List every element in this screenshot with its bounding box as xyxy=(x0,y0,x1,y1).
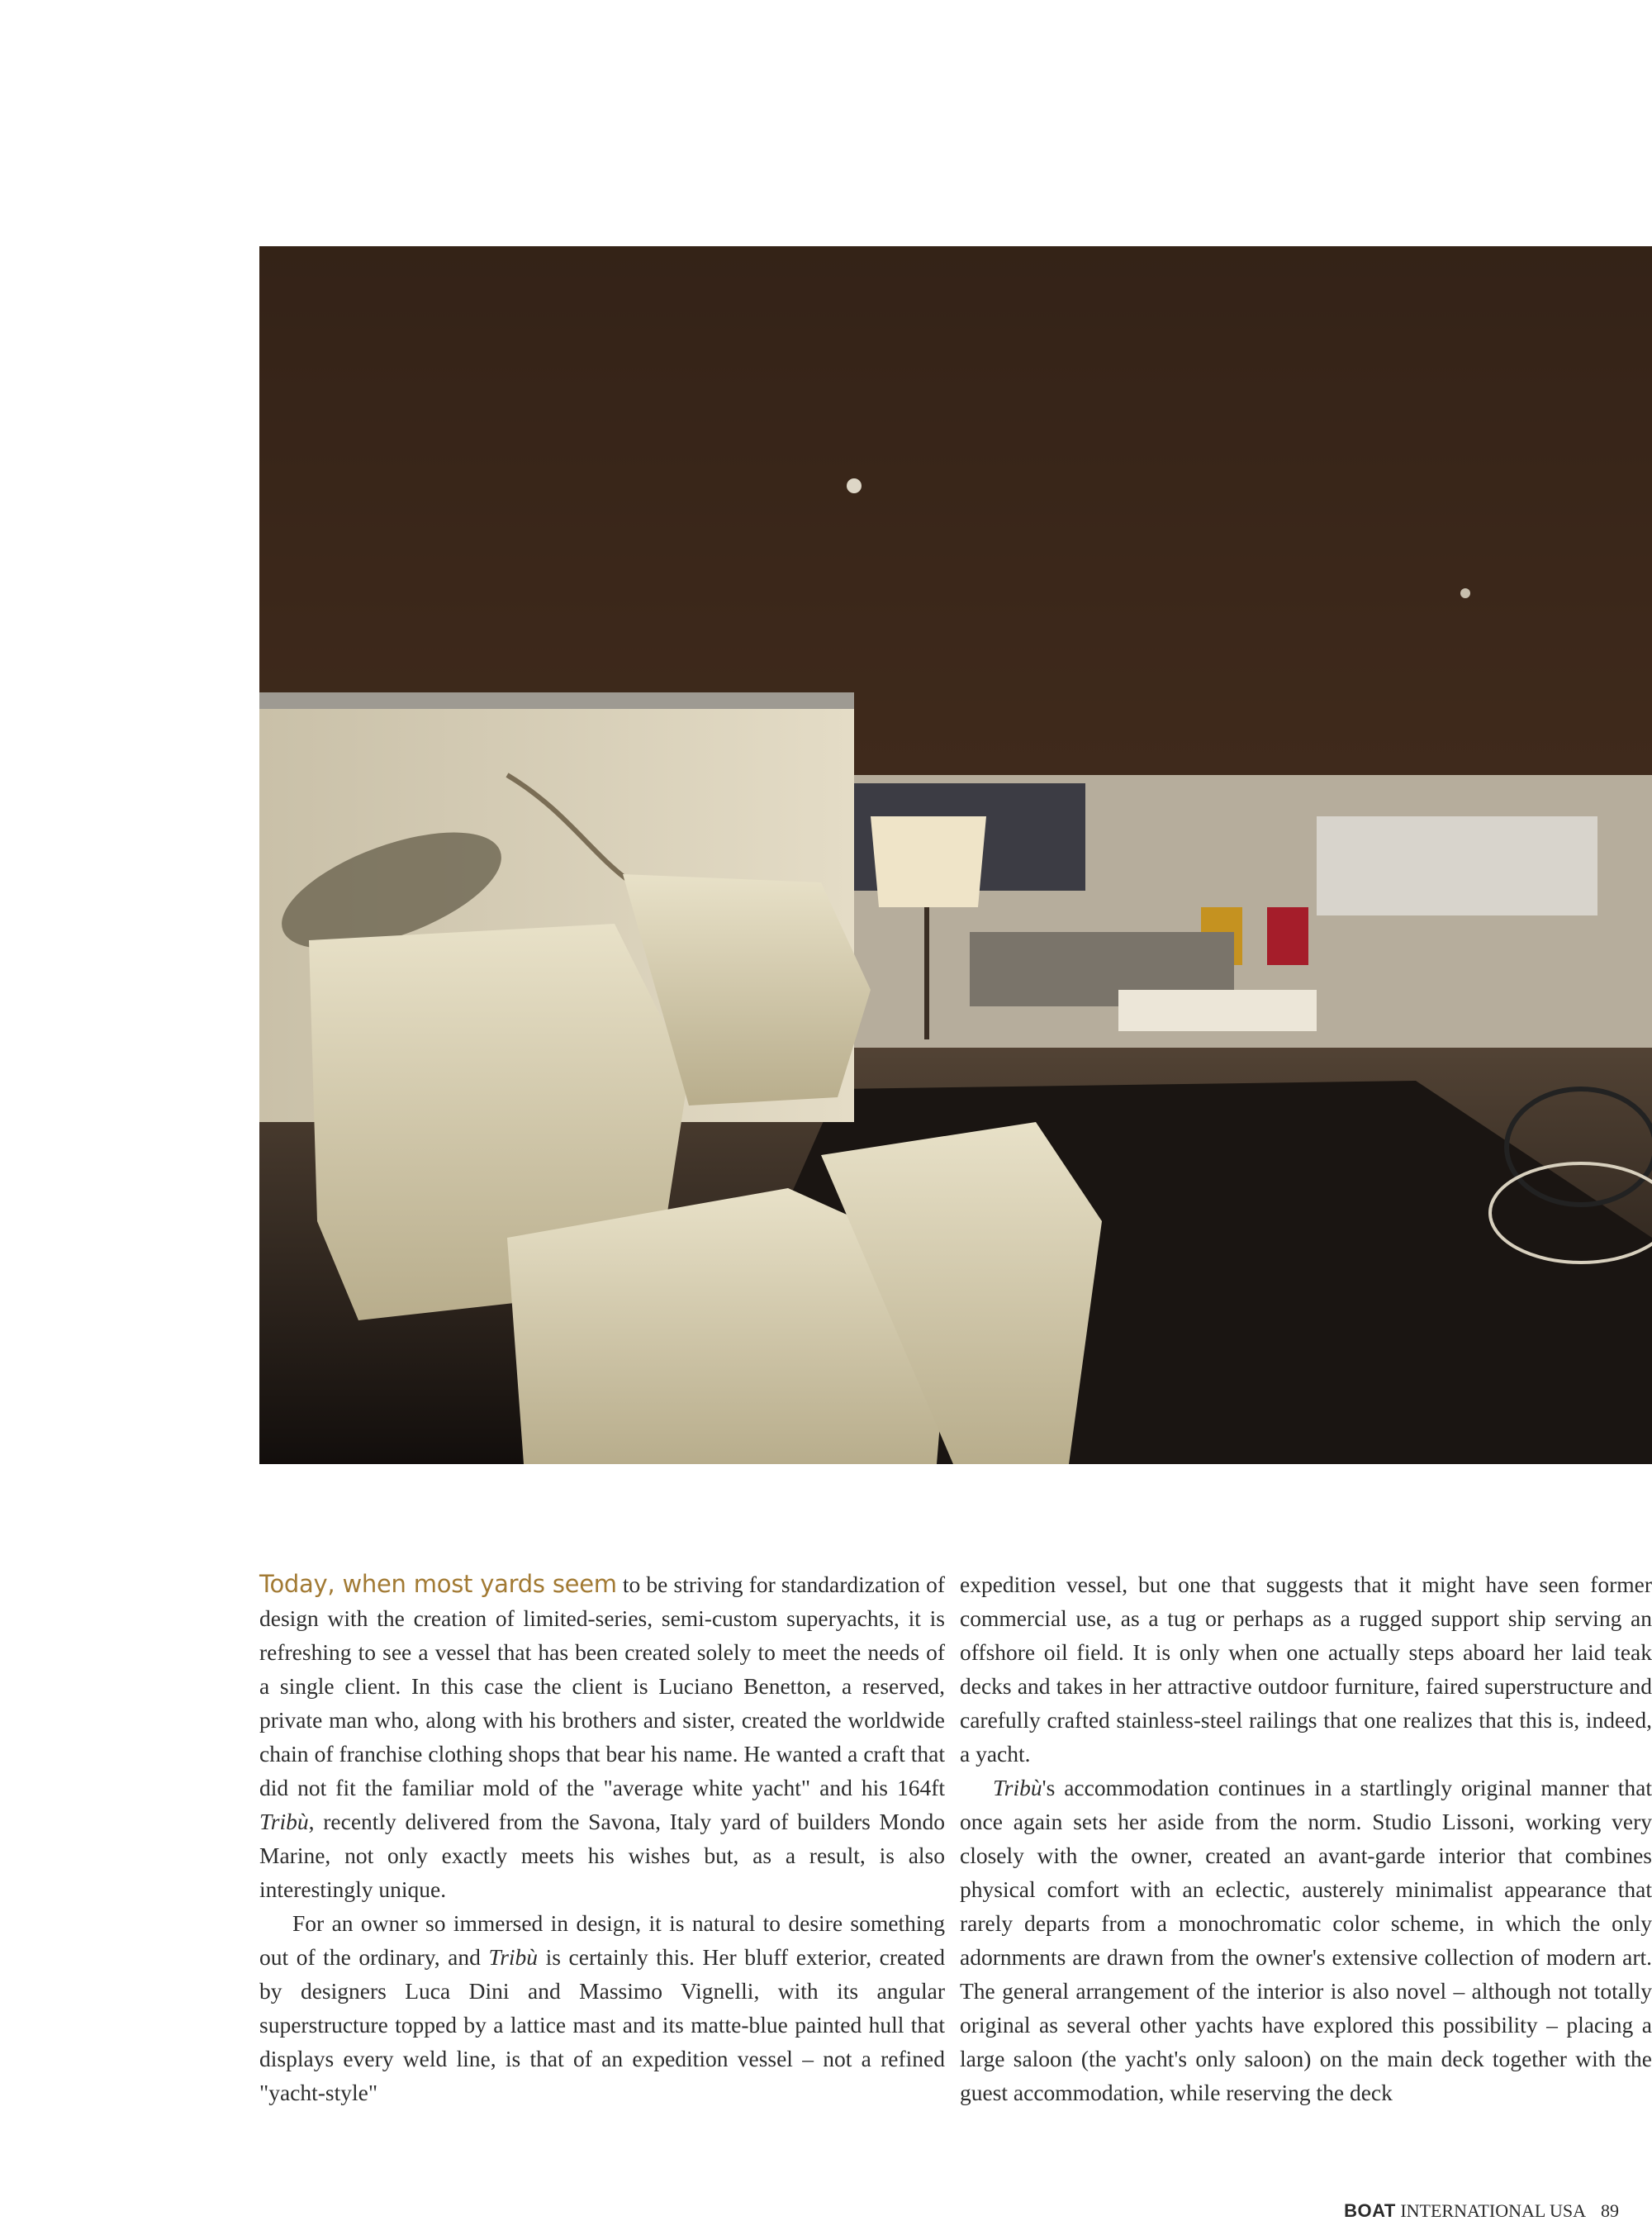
paragraph-text: is certainly this. Her bluff exterior, created by designers Luca Dini and Massimo Vignelli, with its angular superstructure topped by a lattice mast and its matte-blue painted hull that displays every weld line, is that of an expedition vessel – not a refined "yacht-style" xyxy=(259,1944,945,2105)
article-paragraph xyxy=(259,1567,945,1906)
page-footer xyxy=(1305,2200,1619,2222)
page-number: 89 xyxy=(1601,2200,1619,2221)
publication-name: INTERNATIONAL USA xyxy=(1395,2200,1586,2221)
paragraph-text: 's accommodation continues in a startlingly original manner that once again sets her aside from the norm. Studio Lissoni, working very closely with the owner, created an avant-garde interior that combines physical comfort with an eclectic, austerely minimalist appearance that rarely departs from a monochromatic color scheme, in which the only adornments are drawn from the owner's extensive collection of modern art. The general arrangement of the interior is also novel – although not totally original as several other yachts have explored this possibility – placing a large saloon (the yacht's only saloon) on the main deck together with the guest accommodation, while reserving the deck xyxy=(960,1775,1652,2105)
paragraph-text: to be striving for standardization of design with the creation of limited-series, semi-custom superyachts, it is refreshing to see a vessel that has been created solely to meet the needs of a single client. In this case the client is Luciano Benetton, a reserved, private man who, along with his brothers and sister, created the worldwide chain of franchise clothing shops that bear his name. He wanted a craft that did not fit the familiar mold of the "average white yacht" and his 164ft xyxy=(259,1572,945,1800)
article-paragraph xyxy=(960,1771,1652,2109)
yacht-name: Tribù xyxy=(993,1775,1042,1800)
yacht-name: Tribù xyxy=(488,1944,539,1970)
lead-in-text: Today, when most yards seem xyxy=(259,1570,617,1598)
article-paragraph xyxy=(960,1567,1652,1771)
yacht-name: Tribù xyxy=(259,1809,309,1834)
article-paragraph xyxy=(259,1906,945,2109)
paragraph-text: , recently delivered from the Savona, Italy yard of builders Mondo Marine, not only exactly meets his wishes but, as a result, is also interestingly unique. xyxy=(259,1809,945,1902)
publication-brand: BOAT xyxy=(1344,2200,1396,2221)
paragraph-text: expedition vessel, but one that suggests that it might have seen former commercial use, as a tug or perhaps as a rugged support ship serving an offshore oil field. It is only when one actually steps aboard her laid teak decks and takes in her attractive outdoor furniture, faired superstructure and carefully crafted stainless-steel railings that one realizes that this is, indeed, a yacht. xyxy=(960,1572,1652,1767)
saloon-illustration xyxy=(259,246,1652,1464)
article-column-right xyxy=(960,1567,1652,2109)
saloon-photo xyxy=(259,246,1652,1464)
paragraph-text: For an owner so immersed in design, it is natural to desire something out of the ordinary, and xyxy=(259,1910,945,1970)
article-column-left xyxy=(259,1567,945,2109)
